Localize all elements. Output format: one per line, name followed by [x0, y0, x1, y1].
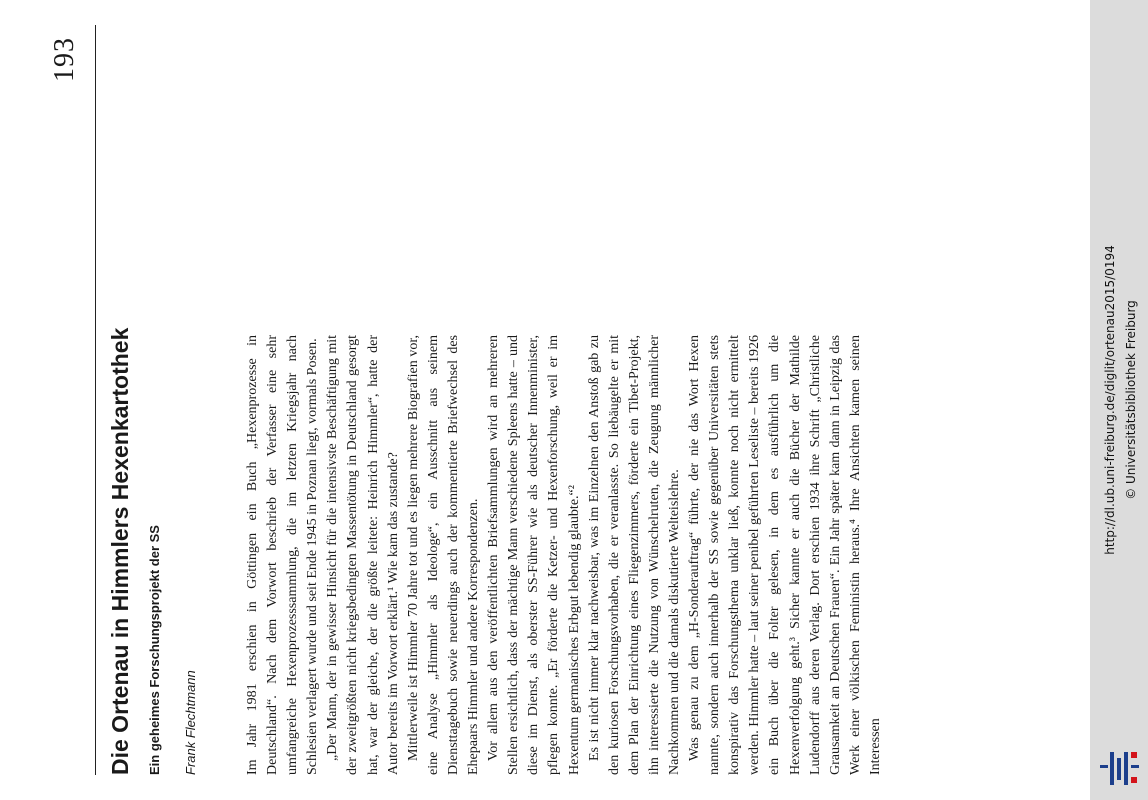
- copyright-notice: © Universitätsbibliothek Freiburg: [1124, 300, 1138, 500]
- page-number: 193: [49, 37, 80, 82]
- paragraph-2: „Der Mann, der in gewisser Hinsicht für die intensivste Beschäftigung mit der zweitgrößten nicht kriegsbedingten Massentötung in Deutschland gesorgt hat, war der gleiche, der die größte leitete: Heinrich Himmler“, hatte der Autor bereits im Vorwort erklärt.¹ Wie kam das zustande?: [325, 335, 401, 775]
- paragraph-3: Mittlerweile ist Himmler 70 Jahre tot und es liegen mehrere Biografien vor, eine Analyse „Himmler als Ideologe“, ein Ausschnitt aus seinem Diensttagebuch sowie neuerdings auch der kommentierte Briefwechsel des Ehepaars Himmler und andere Korrespondenzen.: [405, 335, 482, 775]
- header-rule: [95, 25, 96, 775]
- university-library-logo-icon: [1100, 748, 1144, 788]
- rotated-page-content: [45, 25, 1035, 775]
- article-author: Frank Flechtmann: [183, 670, 198, 775]
- paragraph-6: Was genau zu dem „H-Sonderauftrag“ führte, der nie das Wort Hexen nannte, sondern auch innerhalb der SS sowie gegenüber Universitäten stets konspirativ das Forschungsthema unklar ließ, konnte noch nicht ermittelt werden. Himmler hatte – laut seiner penibel geführten Leseliste – bereits 1926 ein Buch über die Folter gelesen, in dem es ausführlich um die Hexenverfolgung geht.³ Sicher kannte er auch die Bücher der Mathilde Ludendorff aus deren Verlag. Dort erschien 1934 ihre Schrift „Christliche Grausamkeit an Deutschen Frauen“. Ein Jahr später kam dann in Leipzig das Werk einer völkischen Feministin heraus.⁴ Ihre Ansichten kamen seinen Interessen: [687, 335, 883, 775]
- article-subtitle: Ein geheimes Forschungsprojekt der SS: [147, 525, 162, 775]
- paragraph-1: Im Jahr 1981 erschien in Göttingen ein Buch „Hexenprozesse in Deutschland“. Nach dem Vorwort beschrieb der Verfasser eine sehr umfangreiche Hexenprozesssammlung, die im letzten Kriegsjahr nach Schlesien verlagert wurde und seit Ende 1945 in Poznan liegt, vormals Posen.: [245, 335, 321, 775]
- article-title: Die Ortenau in Himmlers Hexenkartothek: [107, 327, 133, 775]
- paragraph-4: Vor allem aus den veröffentlichten Briefsammlungen wird an mehreren Stellen ersichtlich, dass der mächtige Mann verschiedene Spleens hatte – und diese im Dienst, als oberster SS-Führer wie als deutscher Innenminister, pflegen konnte. „Er förderte die Ketzer- und Hexenforschung, weil er im Hexentum germanisches Erbgut lebendig glaubte.“²: [486, 335, 582, 775]
- article-body: [243, 335, 886, 775]
- paragraph-5: Es ist nicht immer klar nachweisbar, was im Einzelnen den Anstoß gab zu den kuriosen Forschungsvorhaben, die er veranlasste. So liebäugelte er mit dem Plan der Einrichtung eines Fliegenzimmers, förderte ein Tibet-Projekt, ihn interessierte die Nutzung von Wünschelruten, die Zeugung männlicher Nachkommen und die damals diskutierte Welteislehre.: [586, 335, 682, 775]
- source-url-link[interactable]: http://dl.ub.uni-freiburg.de/diglit/ortenau2015/0194: [1103, 245, 1117, 555]
- side-strip: [1090, 0, 1148, 800]
